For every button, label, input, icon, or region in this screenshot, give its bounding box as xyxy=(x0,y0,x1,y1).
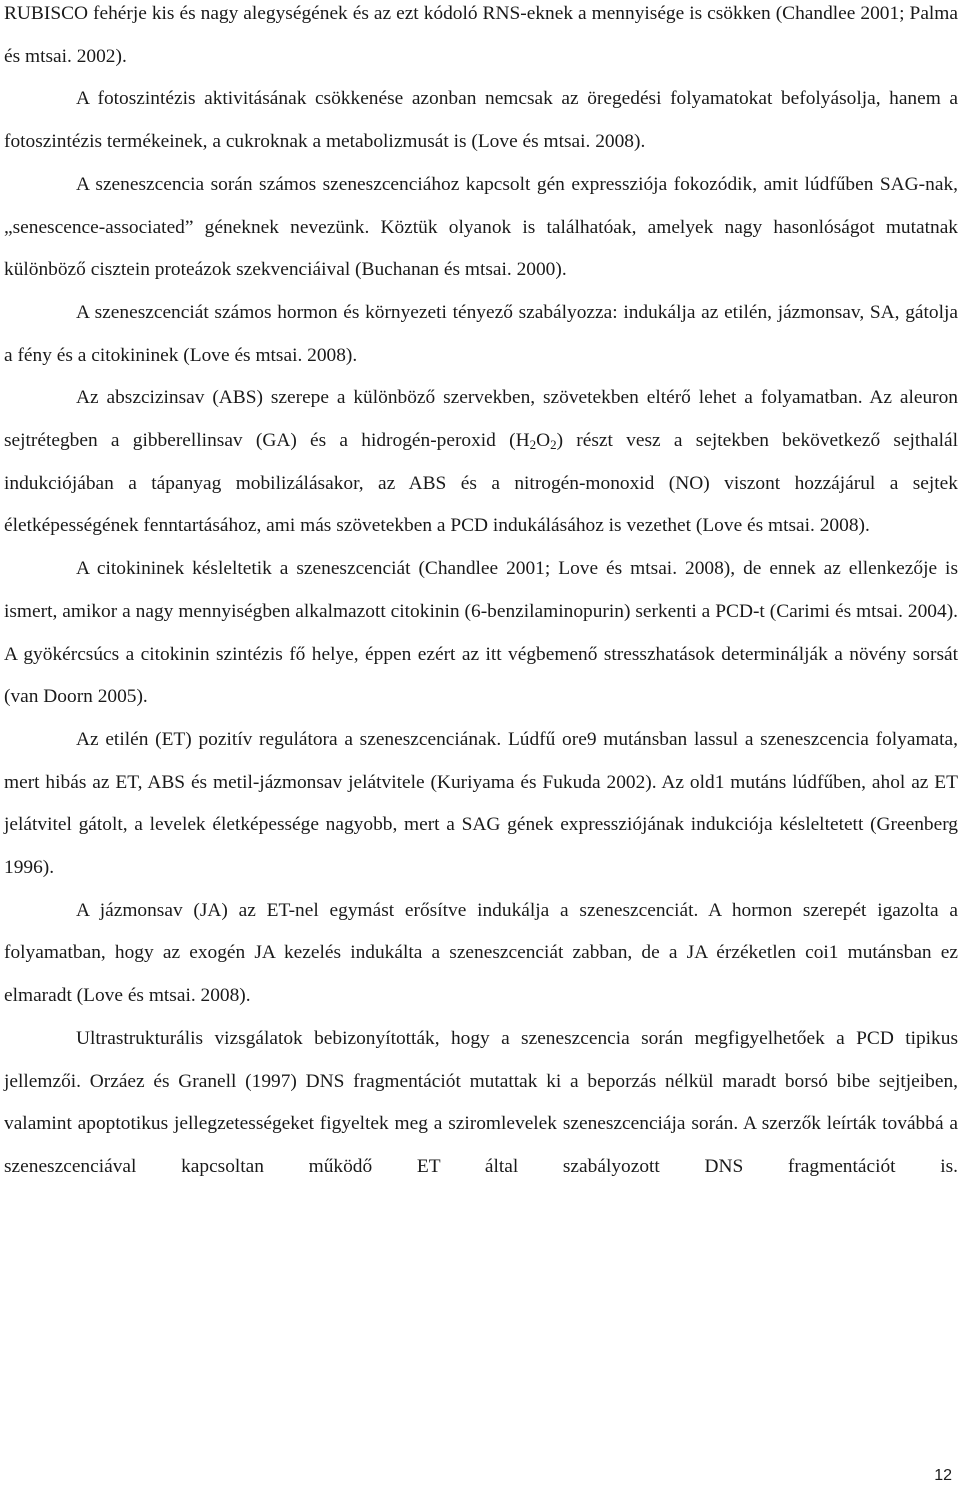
paragraph-6 xyxy=(4,548,958,719)
paragraph-4 xyxy=(4,292,958,377)
paragraph-text: RUBISCO fehérje kis és nagy alegységének és az ezt kódoló RNS-eknek a mennyisége is csökken (Chandlee 2001; Palma és mtsai. 2002). xyxy=(4,3,958,67)
paragraph-text: Ultrastrukturális vizsgálatok bebizonyították, hogy a szeneszcencia során megfigyelhetőek a PCD tipikus jellemzői. Orzáez és Granell (1997) DNS fragmentációt mutattak ki a beporzás nélkül maradt borsó bibe sejtjeiben, valamint apoptotikus jellegzetességeket figyeltek meg a sziromlevelek szeneszcenciája során. A szerzők leírták továbbá a szeneszcenciával kapcsoltan működő ET által szabályozott DNS fragmentációt is. xyxy=(4,1027,958,1177)
paragraph-7 xyxy=(4,719,958,890)
paragraph-text: A fotoszintézis aktivitásának csökkenése azonban nemcsak az öregedési folyamatokat befolyásolja, hanem a fotoszintézis termékeinek, a cukroknak a metabolizmusát is (Love és mtsai. 2008). xyxy=(4,88,958,153)
paragraph-text: A szeneszcenciát számos hormon és környezeti tényező szabályozza: indukálja az etilén, jázmonsav, SA, gátolja a fény és a citokininek (Love és mtsai. 2008). xyxy=(4,301,958,366)
paragraph-text: O xyxy=(536,430,551,452)
page-number: 12 xyxy=(934,1467,952,1484)
paragraph-3 xyxy=(4,164,958,292)
paragraph-9 xyxy=(4,1018,958,1189)
paragraph-text: A jázmonsav (JA) az ET-nel egymást erősítve indukálja a szeneszcenciát. A hormon szerepét igazolta a folyamatban, hogy az exogén JA kezelés indukálta a szeneszcenciát zabban, de a JA érzéketlen coi1 mutánsban ez elmaradt (Love és mtsai. 2008). xyxy=(4,899,958,1007)
paragraph-2 xyxy=(4,78,958,163)
paragraph-text: Az abszcizinsav (ABS) szerepe a különböző szervekben, szövetekben eltérő lehet a folyamatban. Az aleuron sejtrétegben a gibberellinsav (GA) és a hidrogén-peroxid (H xyxy=(4,387,958,452)
paragraph-5 xyxy=(4,377,958,548)
paragraph-text: ) részt vesz a sejtekben bekövetkező sejthalál indukciójában a tápanyag mobilizálásakor, az ABS és a nitrogén-monoxid (NO) viszont hozzájárul a sejtek életképességének fenntartásához, ami más szövetekben a PCD indukálásához is vezethet (Love és mtsai. 2008). xyxy=(4,430,959,537)
paragraph-8 xyxy=(4,890,958,1018)
subscript: 2 xyxy=(550,437,557,453)
paragraph-text: A citokininek késleltetik a szeneszcenciát (Chandlee 2001; Love és mtsai. 2008), de ennek az ellenkezője is ismert, amikor a nagy mennyiségben alkalmazott citokinin (6-benzilaminopurin) serkenti a PCD-t (Carimi és mtsai. 2004). A gyökércsúcs a citokinin szintézis fő helye, éppen ezért az itt végbemenő stresszhatások determinálják a növény sorsát (van Doorn 2005). xyxy=(4,558,958,708)
paragraph-text: A szeneszcencia során számos szeneszcenciához kapcsolt gén expressziója fokozódik, amit lúdfűben SAG-nak, „senescence-associated” géneknek nevezünk. Köztük olyanok is találhatóak, amelyek nagy hasonlóságot mutatnak különböző cisztein proteázok szekvenciáival (Buchanan és mtsai. 2000). xyxy=(4,173,958,281)
document-page xyxy=(4,0,958,1189)
subscript: 2 xyxy=(529,437,537,453)
paragraph-text: Az etilén (ET) pozitív regulátora a szeneszcenciának. Lúdfű ore9 mutánsban lassul a szeneszcencia folyamata, mert hibás az ET, ABS és metil-jázmonsav jelátvitele (Kuriyama és Fukuda 2002). Az old1 mutáns lúdfűben, ahol az ET jelátvitel gátolt, a levelek életképessége nagyobb, mert a SAG gének expressziójának indukciója késleltetett (Greenberg 1996). xyxy=(4,728,958,879)
paragraph-1 xyxy=(4,0,958,78)
